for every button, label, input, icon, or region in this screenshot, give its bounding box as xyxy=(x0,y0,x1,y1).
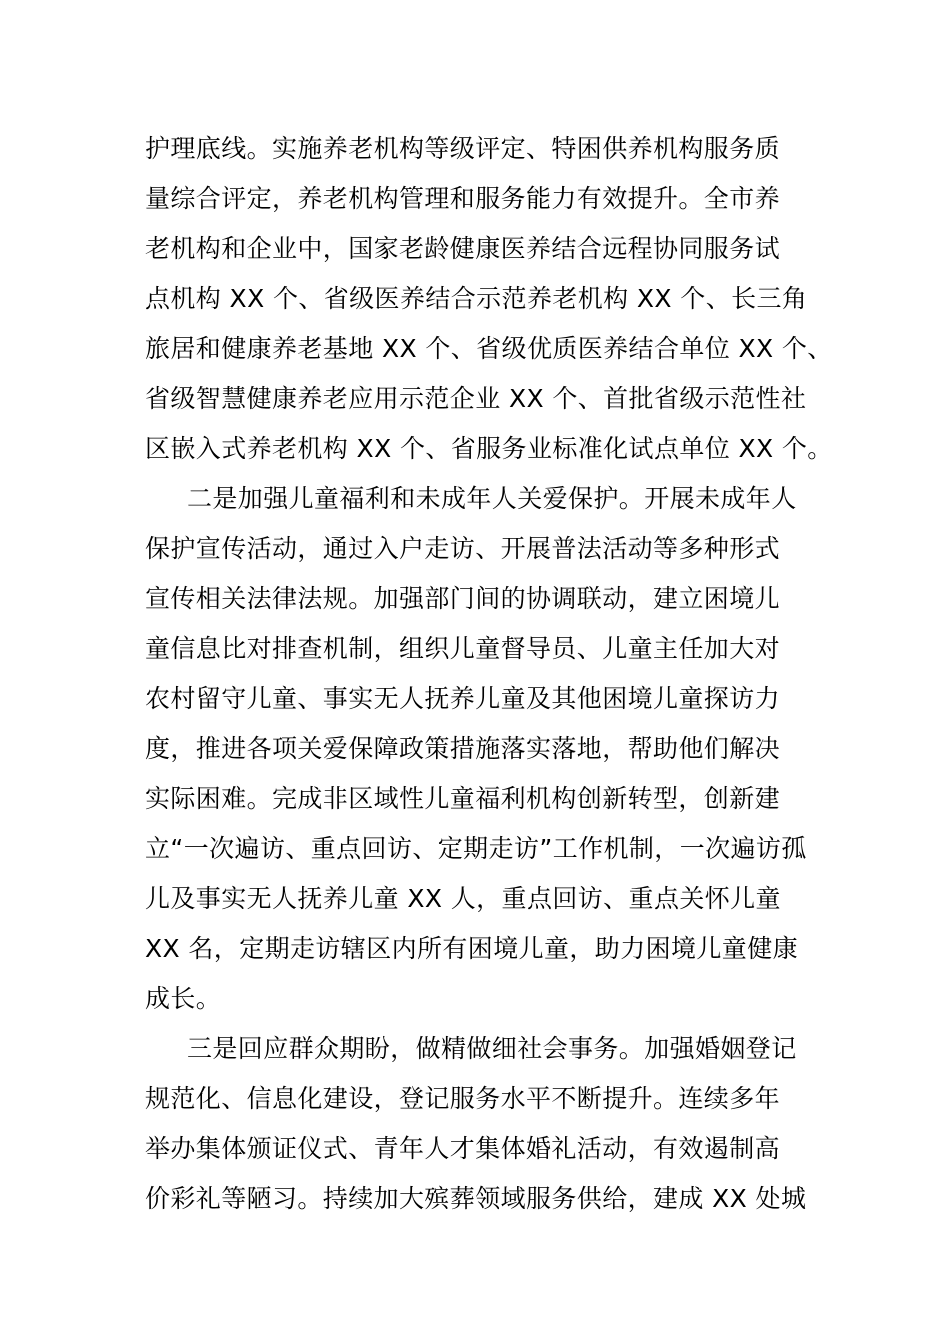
text-line: 老机构和企业中，国家老龄健康医养结合远程协同服务试 xyxy=(145,234,781,263)
text-line: 农村留守儿童、事实无人抚养儿童及其他困境儿童探访力 xyxy=(145,684,781,713)
text-line: 儿及事实无人抚养儿童 XX 人，重点回访、重点关怀儿童 xyxy=(145,884,781,913)
text-line: 度，推进各项关爱保障政策措施落实落地，帮助他们解决 xyxy=(145,734,781,763)
text-line: 成长。 xyxy=(145,984,222,1013)
text-line: 保护宣传活动，通过入户走访、开展普法活动等多种形式 xyxy=(145,534,781,563)
paragraph-start-line: 二是加强儿童福利和未成年人关爱保护。开展未成年人 xyxy=(187,484,797,513)
text-line: 实际困难。完成非区域性儿童福利机构创新转型，创新建 xyxy=(145,784,781,813)
paragraph-start-line: 三是回应群众期盼，做精做细社会事务。加强婚姻登记 xyxy=(187,1034,797,1063)
text-line: 点机构 XX 个、省级医养结合示范养老机构 XX 个、长三角 xyxy=(145,284,808,313)
text-line: 规范化、信息化建设，登记服务水平不断提升。连续多年 xyxy=(145,1084,781,1113)
text-line: 量综合评定，养老机构管理和服务能力有效提升。全市养 xyxy=(145,184,781,213)
text-line: 区嵌入式养老机构 XX 个、省服务业标准化试点单位 XX 个。 xyxy=(145,434,833,463)
text-line: 立“一次遍访、重点回访、定期走访”工作机制，一次遍访孤 xyxy=(145,834,807,863)
text-line: 护理底线。实施养老机构等级评定、特困供养机构服务质 xyxy=(145,134,781,163)
text-line: 价彩礼等陋习。持续加大殡葬领域服务供给，建成 XX 处城 xyxy=(145,1184,807,1213)
text-line: 省级智慧健康养老应用示范企业 XX 个、首批省级示范性社 xyxy=(145,384,807,413)
text-line: 童信息比对排查机制，组织儿童督导员、儿童主任加大对 xyxy=(145,634,781,663)
text-line: XX 名，定期走访辖区内所有困境儿童，助力困境儿童健康 xyxy=(145,934,799,963)
text-line: 宣传相关法律法规。加强部门间的协调联动，建立困境儿 xyxy=(145,584,781,613)
text-line: 旅居和健康养老基地 XX 个、省级优质医养结合单位 XX 个、 xyxy=(145,334,833,363)
text-line: 举办集体颁证仪式、青年人才集体婚礼活动，有效遏制高 xyxy=(145,1134,781,1163)
